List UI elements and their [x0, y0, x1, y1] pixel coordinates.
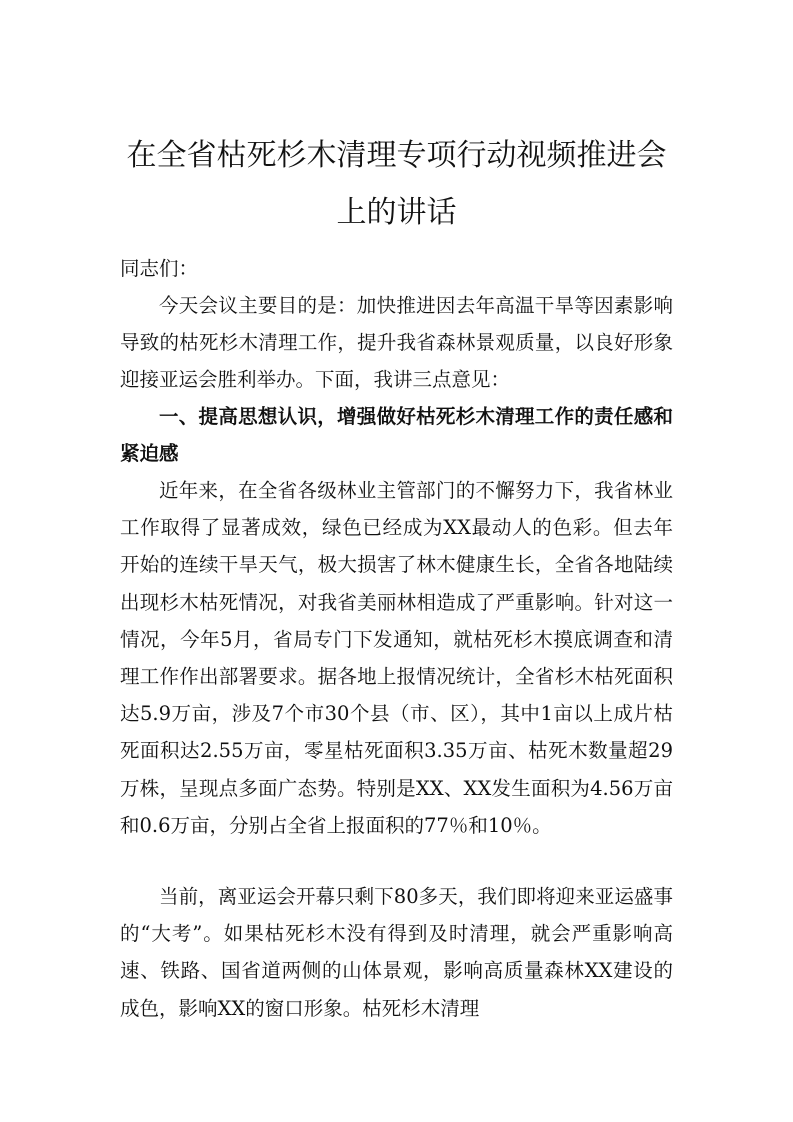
document-title-line-2: 上的讲话 — [336, 195, 457, 230]
section-heading-1: 一、提高思想认识，增强做好枯死杉木清理工作的责任感和紧迫感 — [120, 405, 673, 466]
salutation: 同志们： — [120, 257, 199, 280]
document-title-line-1: 在全省枯死杉木清理专项行动视频推进会 — [126, 138, 667, 173]
body-paragraph-2: 当前，离亚运会开幕只剩下80多天，我们即将迎来亚运盛事的“大考”。如果枯死杉木没有得到及时清理，就会严重影响高速、铁路、国省道两侧的山体景观，影响高质量森林XX建设的成色，影响XX的窗口形象。枯死杉木清理 — [120, 885, 673, 1020]
intro-paragraph: 今天会议主要目的是：加快推进因去年高温干旱等因素影响导致的枯死杉木清理工作，提升我省森林景观质量，以良好形象迎接亚运会胜利举办。下面，我讲三点意见： — [120, 294, 673, 392]
body-paragraph-1: 近年来，在全省各级林业主管部门的不懈努力下，我省林业工作取得了显著成效，绿色已经成为XX最动人的色彩。但去年开始的连续干旱天气，极大损害了林木健康生长，全省各地陆续出现杉木枯死情况，对我省美丽林相造成了严重影响。针对这一情况，今年5月，省局专门下发通知，就枯死杉木摸底调查和清理工作作出部署要求。据各地上报情况统计，全省杉木枯死面积达5.9万亩，涉及7个市30个县（市、区），其中1亩以上成片枯死面积达2.55万亩，零星枯死面积3.35万亩、枯死木数量超29万株，呈现点多面广态势。特别是XX、XX发生面积为4.56万亩和0.6万亩，分别占全省上报面积的77％和10％。 — [120, 479, 673, 837]
